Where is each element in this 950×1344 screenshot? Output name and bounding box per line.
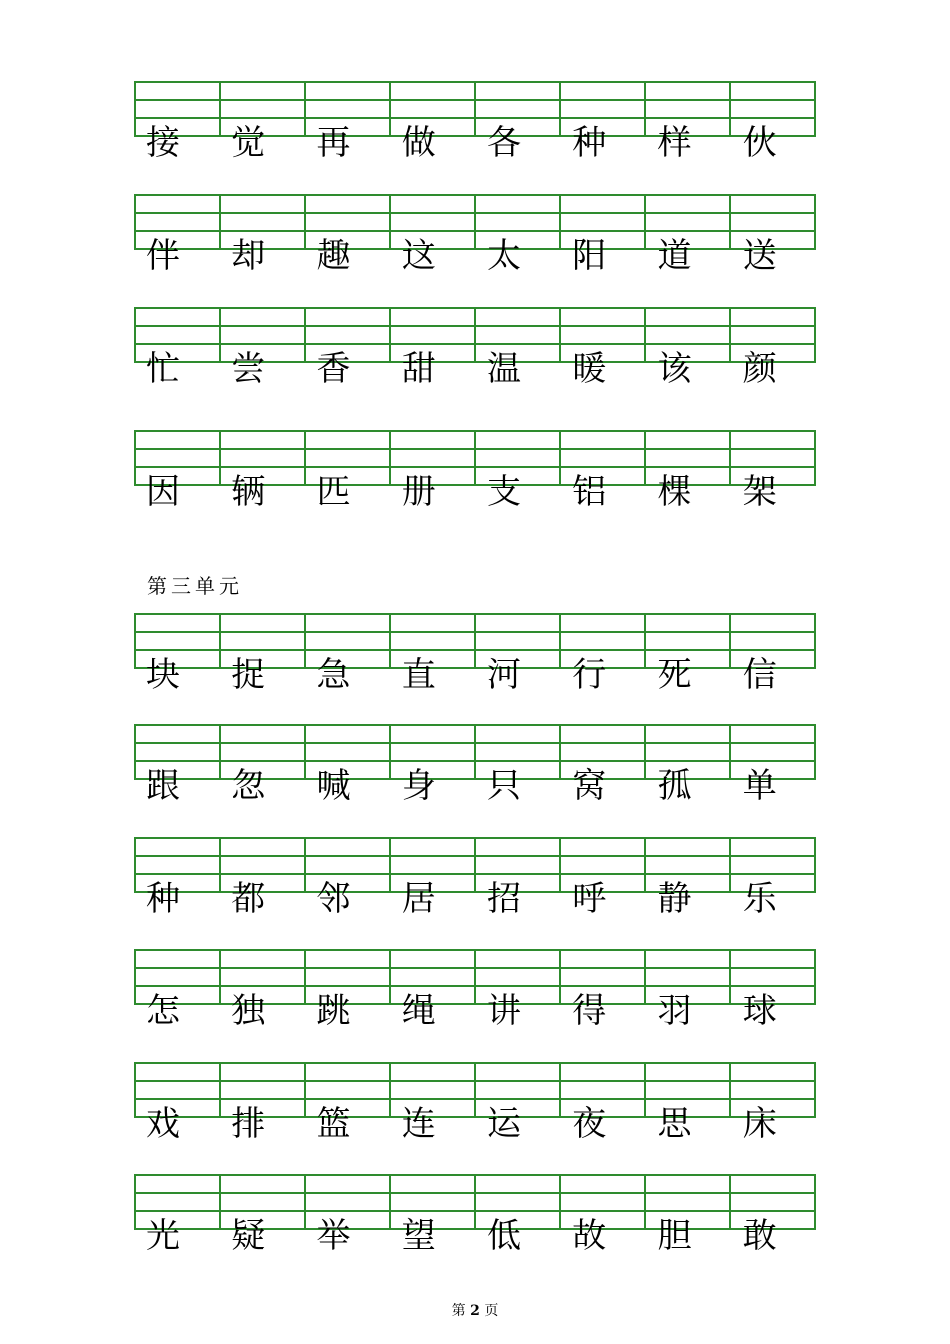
hanzi-character: 呼: [572, 879, 607, 919]
guide-line: [561, 967, 644, 969]
guide-line: [561, 631, 644, 633]
character-row: [134, 123, 816, 163]
guide-line: [476, 325, 559, 327]
guide-line: [391, 230, 474, 232]
guide-line: [391, 99, 474, 101]
guide-line: [646, 631, 729, 633]
guide-line: [306, 466, 389, 468]
guide-line: [221, 967, 304, 969]
writing-row: [134, 81, 816, 163]
guide-line: [136, 1080, 219, 1082]
guide-line: [306, 99, 389, 101]
character-row: [134, 991, 816, 1031]
footer-prefix: 第: [451, 1303, 466, 1319]
guide-line: [136, 230, 219, 232]
hanzi-character: 邻: [316, 879, 351, 919]
character-row: [134, 1216, 816, 1256]
guide-line: [646, 212, 729, 214]
hanzi-character: 故: [572, 1216, 607, 1256]
hanzi-character: 各: [487, 123, 521, 163]
guide-line: [731, 117, 814, 119]
guide-line: [391, 873, 474, 875]
guide-line: [306, 649, 389, 651]
hanzi-character: 道: [657, 236, 692, 276]
guide-line: [561, 448, 644, 450]
guide-line: [561, 873, 644, 875]
guide-line: [646, 873, 729, 875]
hanzi-character: 单: [742, 766, 777, 806]
hanzi-character: 窝: [572, 766, 607, 806]
hanzi-character: 匹: [316, 472, 351, 512]
hanzi-character: 种: [146, 879, 180, 919]
hanzi-character: 香: [316, 349, 351, 389]
guide-line: [221, 325, 304, 327]
guide-line: [391, 117, 474, 119]
guide-line: [731, 985, 814, 987]
hanzi-character: 温: [487, 349, 521, 389]
guide-line: [646, 343, 729, 345]
guide-line: [731, 967, 814, 969]
hanzi-character: 只: [487, 766, 521, 806]
character-row: [134, 349, 816, 389]
guide-line: [221, 1192, 304, 1194]
guide-line: [136, 760, 219, 762]
guide-line: [391, 448, 474, 450]
character-row: [134, 655, 816, 695]
hanzi-character: 胆: [657, 1216, 692, 1256]
guide-line: [391, 985, 474, 987]
guide-line: [731, 448, 814, 450]
guide-line: [476, 117, 559, 119]
hanzi-character: 辆: [231, 472, 266, 512]
guide-line: [561, 1098, 644, 1100]
guide-line: [731, 855, 814, 857]
guide-line: [221, 466, 304, 468]
guide-line: [221, 1210, 304, 1212]
guide-line: [646, 325, 729, 327]
hanzi-character: 再: [316, 123, 351, 163]
guide-line: [391, 967, 474, 969]
hanzi-character: 块: [146, 655, 180, 695]
page-footer: [0, 1300, 950, 1320]
hanzi-character: 身: [401, 766, 436, 806]
guide-line: [561, 230, 644, 232]
guide-line: [476, 967, 559, 969]
guide-line: [561, 649, 644, 651]
hanzi-character: 孤: [657, 766, 692, 806]
hanzi-character: 怎: [146, 991, 180, 1031]
hanzi-character: 忽: [231, 766, 266, 806]
guide-line: [136, 1098, 219, 1100]
guide-line: [731, 631, 814, 633]
guide-line: [731, 343, 814, 345]
guide-line: [561, 466, 644, 468]
hanzi-character: 捉: [231, 655, 266, 695]
guide-line: [391, 212, 474, 214]
guide-line: [136, 117, 219, 119]
guide-line: [476, 760, 559, 762]
writing-row: [134, 613, 816, 695]
guide-line: [306, 1080, 389, 1082]
hanzi-character: 做: [401, 123, 436, 163]
hanzi-character: 铝: [572, 472, 607, 512]
guide-line: [476, 631, 559, 633]
guide-line: [731, 649, 814, 651]
guide-line: [136, 1192, 219, 1194]
hanzi-character: 尝: [231, 349, 266, 389]
guide-line: [391, 343, 474, 345]
guide-line: [221, 855, 304, 857]
hanzi-character: 球: [742, 991, 777, 1031]
guide-line: [136, 1210, 219, 1212]
hanzi-character: 光: [146, 1216, 180, 1256]
hanzi-character: 讲: [487, 991, 521, 1031]
guide-line: [221, 742, 304, 744]
hanzi-character: 夜: [572, 1104, 607, 1144]
guide-line: [476, 1192, 559, 1194]
guide-line: [136, 873, 219, 875]
writing-row: [134, 949, 816, 1031]
hanzi-character: 册: [401, 472, 436, 512]
hanzi-character: 支: [487, 472, 521, 512]
guide-line: [731, 99, 814, 101]
guide-line: [306, 631, 389, 633]
guide-line: [561, 1192, 644, 1194]
guide-line: [561, 212, 644, 214]
guide-line: [646, 1192, 729, 1194]
guide-line: [136, 967, 219, 969]
guide-line: [476, 1210, 559, 1212]
guide-line: [731, 1192, 814, 1194]
hanzi-character: 思: [657, 1104, 692, 1144]
footer-suffix: 页: [484, 1303, 499, 1319]
hanzi-character: 跟: [146, 766, 180, 806]
guide-line: [476, 466, 559, 468]
guide-line: [476, 649, 559, 651]
guide-line: [306, 343, 389, 345]
hanzi-character: 举: [316, 1216, 351, 1256]
guide-line: [136, 631, 219, 633]
guide-line: [306, 1098, 389, 1100]
guide-line: [646, 1080, 729, 1082]
writing-row: [134, 837, 816, 919]
guide-line: [476, 99, 559, 101]
hanzi-character: 架: [742, 472, 777, 512]
guide-line: [646, 117, 729, 119]
guide-line: [221, 343, 304, 345]
guide-line: [306, 855, 389, 857]
hanzi-character: 运: [487, 1104, 521, 1144]
hanzi-character: 趣: [316, 236, 351, 276]
guide-line: [306, 448, 389, 450]
hanzi-character: 接: [146, 123, 180, 163]
guide-line: [646, 230, 729, 232]
hanzi-character: 因: [146, 472, 180, 512]
guide-line: [646, 466, 729, 468]
guide-line: [646, 760, 729, 762]
guide-line: [731, 1098, 814, 1100]
guide-line: [646, 855, 729, 857]
character-row: [134, 472, 816, 512]
guide-line: [561, 325, 644, 327]
guide-line: [561, 855, 644, 857]
guide-line: [731, 742, 814, 744]
guide-line: [476, 448, 559, 450]
hanzi-character: 居: [401, 879, 436, 919]
footer-page-number: 2: [470, 1303, 480, 1319]
guide-line: [136, 649, 219, 651]
guide-line: [476, 343, 559, 345]
guide-line: [391, 760, 474, 762]
guide-line: [476, 212, 559, 214]
guide-line: [136, 325, 219, 327]
guide-line: [221, 1098, 304, 1100]
hanzi-character: 忙: [146, 349, 180, 389]
hanzi-character: 排: [231, 1104, 266, 1144]
guide-line: [561, 760, 644, 762]
guide-line: [731, 230, 814, 232]
hanzi-character: 行: [572, 655, 607, 695]
hanzi-character: 伙: [742, 123, 777, 163]
writing-row: [134, 1174, 816, 1256]
guide-line: [221, 649, 304, 651]
unit-title: 第三单元: [147, 574, 243, 598]
guide-line: [476, 985, 559, 987]
guide-line: [476, 1080, 559, 1082]
guide-line: [391, 466, 474, 468]
guide-line: [306, 1192, 389, 1194]
guide-line: [391, 631, 474, 633]
guide-line: [306, 1210, 389, 1212]
hanzi-character: 独: [231, 991, 266, 1031]
guide-line: [476, 742, 559, 744]
hanzi-character: 这: [401, 236, 436, 276]
hanzi-character: 得: [572, 991, 607, 1031]
hanzi-character: 阳: [572, 236, 607, 276]
hanzi-character: 急: [316, 655, 351, 695]
hanzi-character: 河: [487, 655, 521, 695]
guide-line: [221, 631, 304, 633]
hanzi-character: 暖: [572, 349, 607, 389]
guide-line: [646, 967, 729, 969]
guide-line: [221, 99, 304, 101]
hanzi-character: 觉: [231, 123, 266, 163]
guide-line: [221, 230, 304, 232]
writing-row: [134, 1062, 816, 1144]
hanzi-character: 招: [487, 879, 521, 919]
guide-line: [306, 985, 389, 987]
guide-line: [136, 985, 219, 987]
guide-line: [136, 448, 219, 450]
guide-line: [561, 117, 644, 119]
guide-line: [306, 212, 389, 214]
hanzi-character: 直: [401, 655, 436, 695]
guide-line: [646, 1098, 729, 1100]
guide-line: [561, 343, 644, 345]
guide-line: [561, 1210, 644, 1212]
hanzi-character: 都: [231, 879, 266, 919]
guide-line: [476, 1098, 559, 1100]
guide-line: [306, 873, 389, 875]
hanzi-character: 甜: [401, 349, 436, 389]
writing-row: [134, 430, 816, 512]
guide-line: [136, 855, 219, 857]
guide-line: [731, 212, 814, 214]
hanzi-character: 低: [487, 1216, 521, 1256]
guide-line: [731, 325, 814, 327]
guide-line: [391, 742, 474, 744]
guide-line: [731, 1080, 814, 1082]
guide-line: [646, 448, 729, 450]
guide-line: [561, 1080, 644, 1082]
hanzi-character: 乐: [742, 879, 777, 919]
guide-line: [561, 985, 644, 987]
hanzi-character: 样: [657, 123, 692, 163]
hanzi-character: 送: [742, 236, 777, 276]
guide-line: [476, 230, 559, 232]
guide-line: [561, 99, 644, 101]
hanzi-character: 却: [231, 236, 266, 276]
guide-line: [731, 873, 814, 875]
writing-row: [134, 307, 816, 389]
guide-line: [391, 1098, 474, 1100]
guide-line: [306, 230, 389, 232]
guide-line: [306, 742, 389, 744]
hanzi-character: 太: [487, 236, 521, 276]
guide-line: [731, 760, 814, 762]
guide-line: [391, 649, 474, 651]
guide-line: [221, 1080, 304, 1082]
guide-line: [646, 985, 729, 987]
guide-line: [221, 873, 304, 875]
guide-line: [476, 855, 559, 857]
writing-row: [134, 724, 816, 806]
hanzi-character: 死: [657, 655, 692, 695]
guide-line: [221, 117, 304, 119]
guide-line: [136, 99, 219, 101]
guide-line: [391, 325, 474, 327]
hanzi-character: 颜: [742, 349, 777, 389]
guide-line: [646, 742, 729, 744]
guide-line: [306, 760, 389, 762]
guide-line: [561, 742, 644, 744]
character-row: [134, 1104, 816, 1144]
guide-line: [476, 873, 559, 875]
guide-line: [136, 343, 219, 345]
hanzi-character: 伴: [146, 236, 180, 276]
guide-line: [646, 649, 729, 651]
hanzi-character: 敢: [742, 1216, 777, 1256]
guide-line: [306, 117, 389, 119]
guide-line: [136, 212, 219, 214]
character-row: [134, 236, 816, 276]
hanzi-character: 疑: [231, 1216, 266, 1256]
guide-line: [221, 212, 304, 214]
hanzi-character: 棵: [657, 472, 692, 512]
hanzi-character: 望: [401, 1216, 436, 1256]
hanzi-character: 该: [657, 349, 692, 389]
guide-line: [646, 99, 729, 101]
guide-line: [646, 1210, 729, 1212]
guide-line: [306, 967, 389, 969]
guide-line: [221, 760, 304, 762]
guide-line: [391, 855, 474, 857]
guide-line: [391, 1192, 474, 1194]
guide-line: [731, 466, 814, 468]
hanzi-character: 羽: [657, 991, 692, 1031]
hanzi-character: 喊: [316, 766, 351, 806]
guide-line: [391, 1210, 474, 1212]
hanzi-character: 戏: [146, 1104, 180, 1144]
character-row: [134, 766, 816, 806]
guide-line: [306, 325, 389, 327]
hanzi-character: 种: [572, 123, 607, 163]
character-row: [134, 879, 816, 919]
hanzi-character: 篮: [316, 1104, 351, 1144]
hanzi-character: 跳: [316, 991, 351, 1031]
hanzi-character: 绳: [401, 991, 436, 1031]
hanzi-character: 连: [401, 1104, 436, 1144]
guide-line: [136, 742, 219, 744]
writing-row: [134, 194, 816, 276]
guide-line: [136, 466, 219, 468]
guide-line: [221, 985, 304, 987]
hanzi-character: 静: [657, 879, 692, 919]
guide-line: [221, 448, 304, 450]
hanzi-character: 信: [742, 655, 777, 695]
guide-line: [391, 1080, 474, 1082]
guide-line: [731, 1210, 814, 1212]
hanzi-character: 床: [742, 1104, 777, 1144]
